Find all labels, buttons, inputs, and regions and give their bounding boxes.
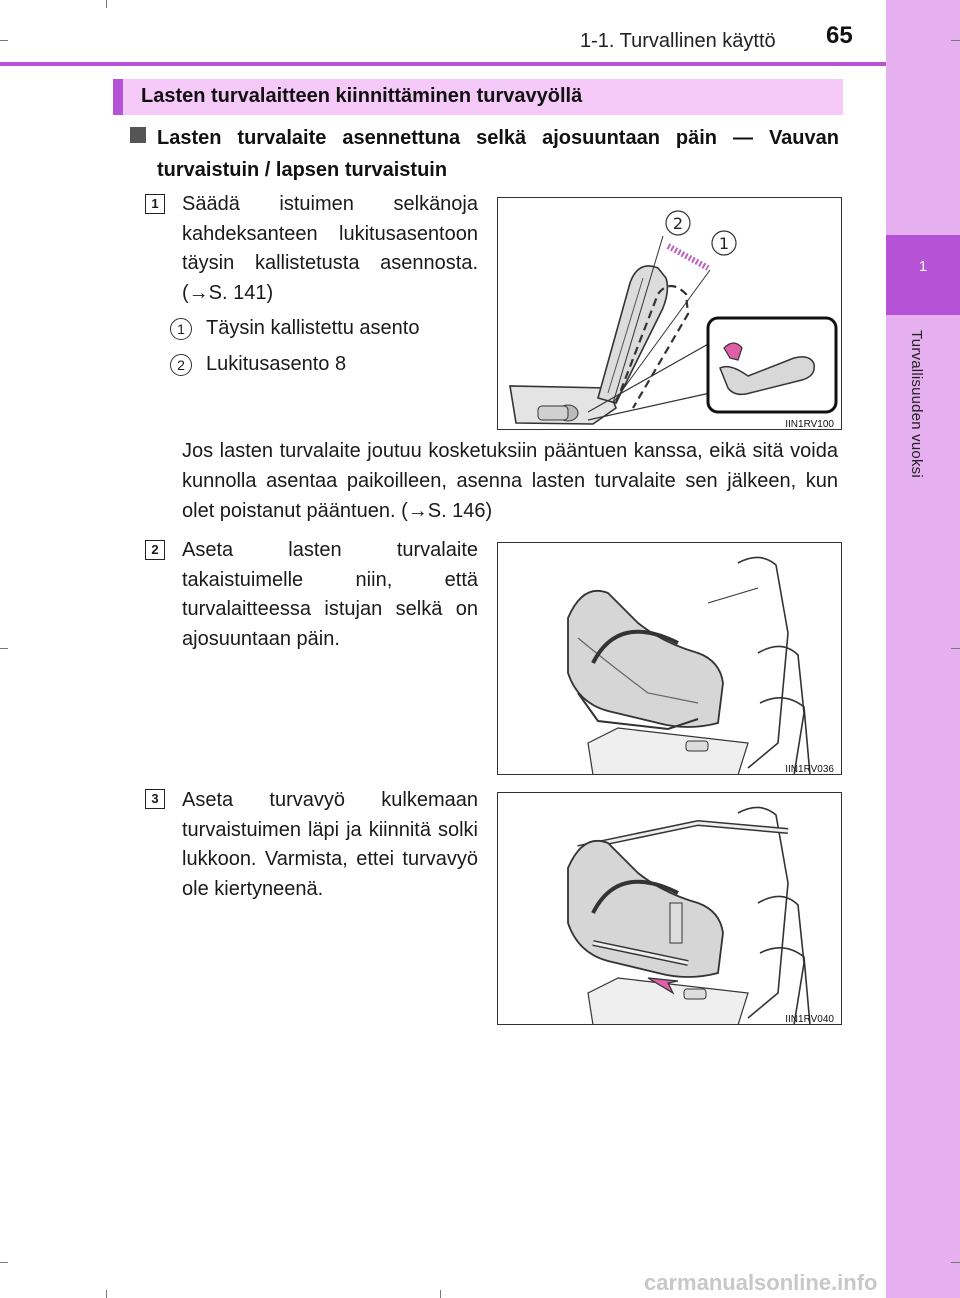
figure-belt-fastening (497, 792, 842, 1025)
crop-mark (0, 648, 8, 649)
figure-code: IIN1RV036 (785, 764, 834, 775)
step-number-badge: 2 (145, 540, 165, 560)
section-banner (113, 79, 843, 115)
subsection-bullet-icon (130, 127, 146, 143)
header-rule (0, 62, 886, 66)
watermark: carmanualsonline.info (644, 1270, 878, 1295)
step-1-note: Jos lasten turvalaite joutuu kosketuksiin pääntuen kanssa, eikä sitä voida kunnolla asentaa paikoilleen, asenna lasten turvalaite sen jälkeen, kun olet poistanut pääntuen. (→S. 146) (182, 440, 838, 522)
figure-code: IIN1RV040 (785, 1014, 834, 1025)
callout-label: 2 (672, 214, 684, 233)
side-tab-active[interactable] (886, 235, 960, 315)
crop-mark (106, 1290, 107, 1298)
crop-mark (951, 1262, 960, 1263)
side-tab-chapter-title: Turvallisuuden vuoksi (908, 330, 925, 478)
step-1-text: Säädä istuimen selkänoja kahdeksanteen lukitusasentoon täysin kallistetusta asennosta. (→S. 141) (182, 193, 478, 304)
side-tab-strip (886, 0, 960, 1298)
crop-mark (106, 0, 107, 8)
crop-mark (440, 1290, 441, 1298)
section-title: Lasten turvalaitteen kiinnittäminen turvavyöllä (141, 85, 583, 107)
step-number-badge: 1 (145, 194, 165, 214)
crop-mark (951, 648, 960, 649)
legend-text: Lukitusasento 8 (206, 353, 347, 375)
child-seat-illustration (498, 543, 842, 775)
crop-mark (0, 1262, 8, 1263)
legend-number: 2 (170, 354, 192, 376)
step-number-badge: 3 (145, 789, 165, 809)
step-2-text: Aseta lasten turvalaite takaistuimelle niin, että turvalaitteessa istujan selkä on ajosuuntaan päin. (182, 539, 478, 650)
callout-label: 1 (718, 234, 730, 253)
figure-seat-recline (497, 197, 842, 430)
side-tab-chapter-number: 1 (918, 258, 928, 275)
belt-fastening-illustration (498, 793, 842, 1025)
step-3-text: Aseta turvavyö kulkemaan turvaistuimen läpi ja kiinnitä solki lukkoon. Varmista, ettei turvavyö ole kiertyneenä. (182, 789, 478, 900)
crop-mark (951, 40, 960, 41)
legend-number: 1 (170, 318, 192, 340)
legend-text: Täysin kallistettu asento (206, 317, 420, 339)
subsection-title: Lasten turvalaite asennettuna selkä ajosuuntaan päin — Vauvan turvaistuin / lapsen turvaistuin (157, 127, 839, 181)
crop-mark (0, 40, 8, 41)
figure-child-seat-placement (497, 542, 842, 775)
seat-recline-illustration (498, 198, 842, 430)
figure-code: IIN1RV100 (785, 419, 834, 430)
page-number: 65 (826, 22, 853, 49)
header-section-title: 1-1. Turvallinen käyttö (580, 30, 776, 52)
